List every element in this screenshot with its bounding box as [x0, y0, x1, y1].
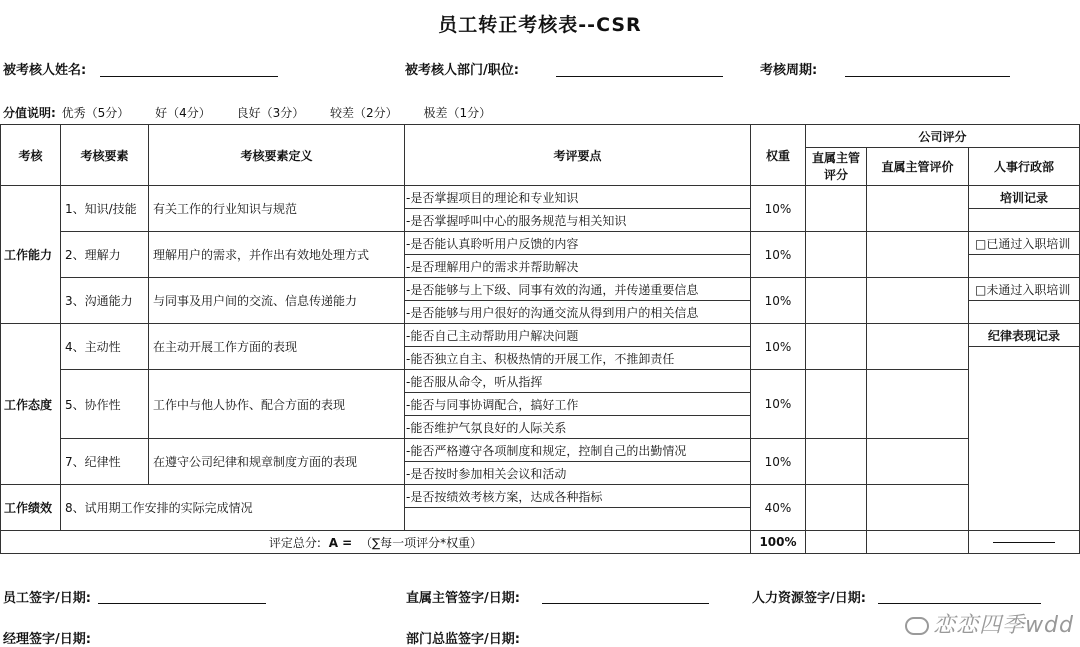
supervisor-eval-cell[interactable]	[867, 186, 969, 232]
element-cell: 1、知识/技能	[61, 186, 149, 232]
header-supervisor-score: 直属主管评分	[806, 148, 867, 186]
supervisor-signature-line[interactable]	[542, 603, 709, 604]
point-cell: -是否按时参加相关会议和活动	[405, 462, 751, 485]
supervisor-signature-label: 直属主管签字/日期:	[406, 591, 520, 606]
supervisor-score-cell[interactable]	[806, 485, 867, 531]
total-supervisor-score-cell[interactable]	[806, 531, 867, 554]
hr-training-fail-option[interactable]: □未通过入职培训	[969, 278, 1080, 301]
hr-signature-line[interactable]	[878, 603, 1041, 604]
supervisor-score-cell[interactable]	[806, 370, 867, 439]
scoring-legend	[3, 104, 513, 121]
supervisor-eval-cell[interactable]	[867, 370, 969, 439]
definition-cell: 有关工作的行业知识与规范	[149, 186, 405, 232]
element-cell: 2、理解力	[61, 232, 149, 278]
hr-cell	[969, 255, 1080, 278]
weight-cell: 10%	[751, 324, 806, 370]
supervisor-eval-cell[interactable]	[867, 232, 969, 278]
header-category: 考核	[1, 125, 61, 186]
point-cell: -是否能认真聆听用户反馈的内容	[405, 232, 751, 255]
definition-cell: 在遵守公司纪律和规章制度方面的表现	[149, 439, 405, 485]
period-field-line[interactable]	[845, 76, 1010, 77]
scoring-level: 好（4分）	[155, 106, 211, 120]
total-formula-var: A =	[328, 535, 353, 550]
supervisor-eval-cell[interactable]	[867, 324, 969, 370]
watermark	[905, 608, 1074, 639]
supervisor-score-cell[interactable]	[806, 278, 867, 324]
supervisor-score-cell[interactable]	[806, 186, 867, 232]
point-cell: -能否自己主动帮助用户解决问题	[405, 324, 751, 347]
point-cell: -能否严格遵守各项制度和规定，控制自己的出勤情况	[405, 439, 751, 462]
supervisor-score-cell[interactable]	[806, 232, 867, 278]
point-cell: -能否独立自主、积极热情的开展工作，不推卸责任	[405, 347, 751, 370]
scoring-level: 较差（2分）	[330, 106, 398, 120]
header-weight: 权重	[751, 125, 806, 186]
employee-signature-label: 员工签字/日期:	[3, 591, 91, 606]
element-cell: 4、主动性	[61, 324, 149, 370]
dept-label: 被考核人部门/职位:	[405, 63, 519, 78]
scoring-level: 良好（3分）	[236, 106, 305, 120]
point-cell: -是否按绩效考核方案，达成各种指标	[405, 485, 751, 508]
director-signature-label: 部门总监签字/日期:	[406, 632, 520, 647]
point-cell: -能否服从命令，听从指挥	[405, 370, 751, 393]
weight-cell: 40%	[751, 485, 806, 531]
weight-cell: 10%	[751, 370, 806, 439]
point-cell	[405, 508, 751, 531]
weight-cell: 10%	[751, 278, 806, 324]
hr-training-title: 培训记录	[969, 186, 1080, 209]
hr-training-pass-option[interactable]: □已通过入职培训	[969, 232, 1080, 255]
supervisor-eval-cell[interactable]	[867, 278, 969, 324]
element-cell: 3、沟通能力	[61, 278, 149, 324]
point-cell: -是否掌握呼叫中心的服务规范与相关知识	[405, 209, 751, 232]
weight-cell: 10%	[751, 232, 806, 278]
manager-signature-label: 经理签字/日期:	[3, 632, 91, 647]
point-cell: -能否与同事协调配合，搞好工作	[405, 393, 751, 416]
supervisor-score-cell[interactable]	[806, 439, 867, 485]
hr-signature-label: 人力资源签字/日期:	[752, 591, 866, 606]
assessment-table	[0, 124, 1080, 554]
definition-cell: 工作中与他人协作、配合方面的表现	[149, 370, 405, 439]
total-weight: 100%	[751, 531, 806, 554]
header-element: 考核要素	[61, 125, 149, 186]
supervisor-eval-cell[interactable]	[867, 439, 969, 485]
watermark-text: 恋恋四季wdd	[933, 613, 1074, 638]
category-performance: 工作绩效	[1, 485, 61, 531]
total-hr-line	[993, 542, 1055, 543]
total-row-label	[1, 531, 751, 554]
hr-discipline-record-cell[interactable]	[969, 347, 1080, 531]
name-label: 被考核人姓名:	[3, 63, 87, 78]
point-cell: -是否掌握项目的理论和专业知识	[405, 186, 751, 209]
total-label: 评定总分:	[268, 535, 321, 550]
header-hr: 人事行政部	[969, 148, 1080, 186]
employee-signature-line[interactable]	[98, 603, 266, 604]
point-cell: -是否能够与用户很好的沟通交流从得到用户的相关信息	[405, 301, 751, 324]
definition-cell: 与同事及用户间的交流、信息传递能力	[149, 278, 405, 324]
header-definition: 考核要素定义	[149, 125, 405, 186]
period-label: 考核周期:	[760, 63, 818, 78]
element-cell: 5、协作性	[61, 370, 149, 439]
category-ability: 工作能力	[1, 186, 61, 324]
weight-cell: 10%	[751, 186, 806, 232]
total-formula: （∑每一项评分*权重）	[360, 535, 483, 550]
scoring-label: 分值说明:	[3, 106, 56, 120]
header-supervisor-eval: 直属主管评价	[867, 148, 969, 186]
hr-cell	[969, 209, 1080, 232]
total-supervisor-eval-cell[interactable]	[867, 531, 969, 554]
header-company-score: 公司评分	[806, 125, 1080, 148]
wechat-icon	[905, 617, 929, 635]
total-hr-cell[interactable]	[969, 531, 1080, 554]
name-field-line[interactable]	[100, 76, 278, 77]
hr-cell	[969, 301, 1080, 324]
hr-discipline-title: 纪律表现记录	[969, 324, 1080, 347]
supervisor-score-cell[interactable]	[806, 324, 867, 370]
element-cell: 8、试用期工作安排的实际完成情况	[61, 485, 405, 531]
category-attitude: 工作态度	[1, 324, 61, 485]
definition-cell: 理解用户的需求，并作出有效地处理方式	[149, 232, 405, 278]
scoring-level: 极差（1分）	[423, 106, 492, 120]
dept-field-line[interactable]	[556, 76, 723, 77]
supervisor-eval-cell[interactable]	[867, 485, 969, 531]
weight-cell: 10%	[751, 439, 806, 485]
header-points: 考评要点	[405, 125, 751, 186]
element-cell: 7、纪律性	[61, 439, 149, 485]
point-cell: -是否能够与上下级、同事有效的沟通，并传递重要信息	[405, 278, 751, 301]
point-cell: -是否理解用户的需求并帮助解决	[405, 255, 751, 278]
point-cell: -能否维护气氛良好的人际关系	[405, 416, 751, 439]
page-title: 员工转正考核表--CSR	[438, 14, 642, 36]
scoring-level: 优秀（5分）	[61, 106, 130, 120]
definition-cell: 在主动开展工作方面的表现	[149, 324, 405, 370]
